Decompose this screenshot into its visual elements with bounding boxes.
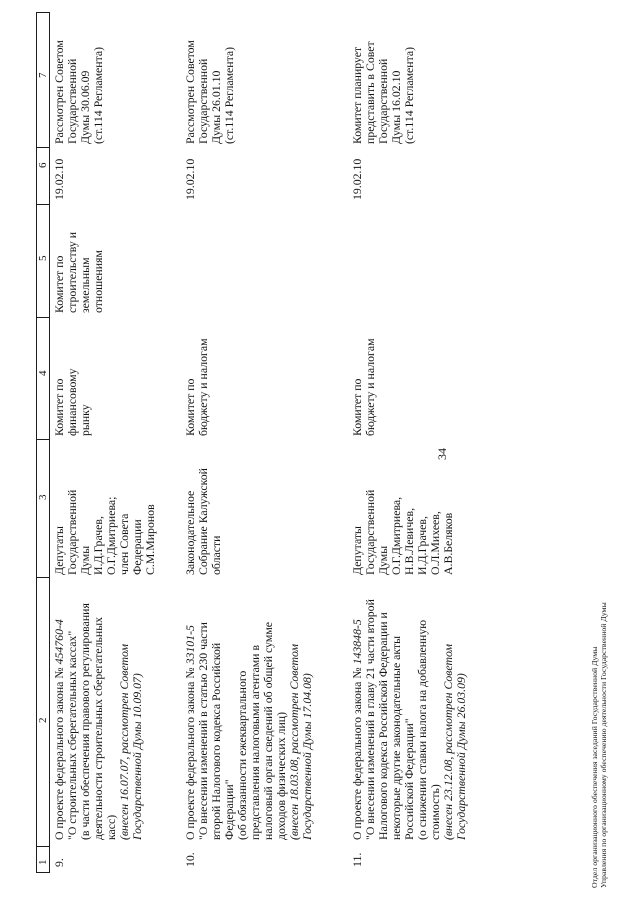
column-header-3: 3 [37,494,49,500]
status-line: (ст.114 Регламента) [91,46,105,144]
bill-description-line: налоговый орган сведений об общей сумме [261,621,275,840]
column-header-4: 4 [37,370,49,376]
bill-history-line: Государственной Думы 26.03.09) [454,673,468,840]
bill-status [351,41,416,144]
column-header-7: 7 [37,72,49,78]
table-header-row [36,12,50,873]
committee-line: Комитет по [52,378,66,436]
status-line: Рассмотрен Советом [183,40,197,144]
co-committee [53,232,105,313]
column-divider [37,317,49,318]
bill-description-line: второй Налогового кодекса Российской [209,642,223,840]
committee-line: Комитет по [183,378,197,436]
status-line: Думы 16.02.10 [389,70,403,144]
bill-description-line: (в части обеспечения правового регулирования [78,603,92,840]
bill-description [351,599,468,840]
review-date: 19.02.10 [52,158,66,200]
committee-line: финансовому [65,368,79,436]
status-line: (ст.114 Регламента) [222,46,236,144]
bill-description [184,622,314,840]
initiator-line: Депутаты [52,526,66,575]
bill-description-line: деятельности строительных сберегательных [91,616,105,840]
initiator [184,468,223,575]
committee-line: бюджету и налогам [196,338,210,436]
co-committee-line: Комитет по [52,255,66,313]
status-line: Государственной [65,58,79,144]
initiator-line: О.Г.Дмитриева, [389,496,403,575]
status-line: представить в Совет [363,41,377,144]
responsible-committee [184,338,210,436]
bill-description-line: Налогового кодекса Российской Федерации и [376,612,390,840]
bill-status [184,40,236,144]
initiator-line: член Совета [117,513,131,575]
column-header-2: 2 [37,717,49,723]
column-header-5: 5 [37,255,49,261]
initiator-line: Н.В.Левичев, [402,507,416,575]
row-number: 10. [183,852,197,867]
bill-title-prefix: О проекте федерального закона № [183,664,197,840]
bill-description [53,603,144,840]
co-committee-line: отношениям [91,250,105,313]
column-header-6: 6 [37,162,49,168]
status-line: Думы 26.01.10 [209,70,223,144]
bill-description-line: представления налоговыми агентами в [248,644,262,840]
bill-description-line: (об обязанности ежеквартального [235,670,249,840]
review-date: 19.02.10 [183,158,197,200]
column-divider [37,204,49,205]
bill-description-line: стоимость) [428,784,442,840]
status-line: Комитет планирует [350,46,364,144]
initiator-line: Государственной [65,489,79,575]
status-line: Государственной [196,58,210,144]
bill-description-line: "О внесении изменений в главу 21 части второй [363,599,377,840]
bill-description-line: Федерации" [222,779,236,840]
bill-history-line: (внесен 23.12.08, рассмотрен Советом [441,644,455,840]
initiator-line: Депутаты [350,526,364,575]
status-line: (ст.114 Регламента) [402,46,416,144]
initiator-line: Законодательное [183,490,197,575]
initiator-line: О.Л.Михеев, [428,511,442,575]
committee-line: рынку [78,404,92,436]
footer-department: Отдел организационного обеспечения заседаний Государственной Думы [590,646,599,888]
review-date: 19.02.10 [350,158,364,200]
bill-history-line: (внесен 18.03.08, рассмотрен Советом [287,644,301,840]
co-committee-line: строительству и [65,231,79,313]
bill-history-line: Государственной Думы 17.04.08) [300,673,314,840]
status-line: Государственной [376,58,390,144]
column-divider [37,577,49,578]
committee-line: бюджету и налогам [363,338,377,436]
initiator-line: области [209,535,223,575]
bill-number: 454760-4 [52,619,66,665]
committee-line: Комитет по [350,378,364,436]
column-divider [37,846,49,847]
bill-number: 33101-5 [183,625,197,665]
initiator-line: Государственной [363,489,377,575]
status-line: Думы 30.06.09 [78,70,92,144]
bill-description-line: касс) [104,814,118,840]
co-committee-line: земельным [78,257,92,313]
status-line: Рассмотрен Советом [52,40,66,144]
initiator [351,490,455,575]
column-header-1: 1 [37,859,49,865]
bill-description-line: (о снижении ставки налога на добавленную [415,619,429,840]
initiator-line: Собрание Калужской [196,468,210,575]
column-divider [37,439,49,440]
bill-title-prefix: О проекте федерального закона № [52,664,66,840]
initiator-line: И.Д.Грачев, [91,516,105,575]
bill-number: 143848-5 [350,619,364,665]
column-divider [37,147,49,148]
initiator-line: Думы [376,545,390,575]
initiator-line: О.Г.Дмитриева; [104,496,118,575]
bill-description-line: "О строительных сберегательных кассах" [65,630,79,840]
bill-status [53,40,105,144]
bill-description-line: "О внесении изменений в статью 230 части [196,622,210,840]
bill-description-line: доходов физических лиц) [274,712,288,840]
initiator [53,490,157,575]
row-number: 11. [350,852,364,867]
responsible-committee [53,369,92,436]
initiator-line: А.В.Беляков [441,512,455,575]
page-number: 34 [435,448,449,460]
row-number: 9. [52,858,66,867]
bill-history-line: (внесен 16.07.07, рассмотрен Советом [117,644,131,840]
initiator-line: Думы [78,545,92,575]
bill-description-line: некоторые другие законодательные акты [389,635,403,840]
bill-description-line: Российской Федерации" [402,718,416,840]
initiator-line: И.Д.Грачев, [415,516,429,575]
initiator-line: Федерации [130,519,144,575]
responsible-committee [351,338,377,436]
bill-history-line: Государственной Думы 10.09.07) [130,673,144,840]
initiator-line: С.М.Миронов [143,504,157,575]
footer-directorate: Управления по организационному обеспечению деятельности Государственной Думы [599,602,608,888]
bill-title-prefix: О проекте федерального закона № [350,664,364,840]
